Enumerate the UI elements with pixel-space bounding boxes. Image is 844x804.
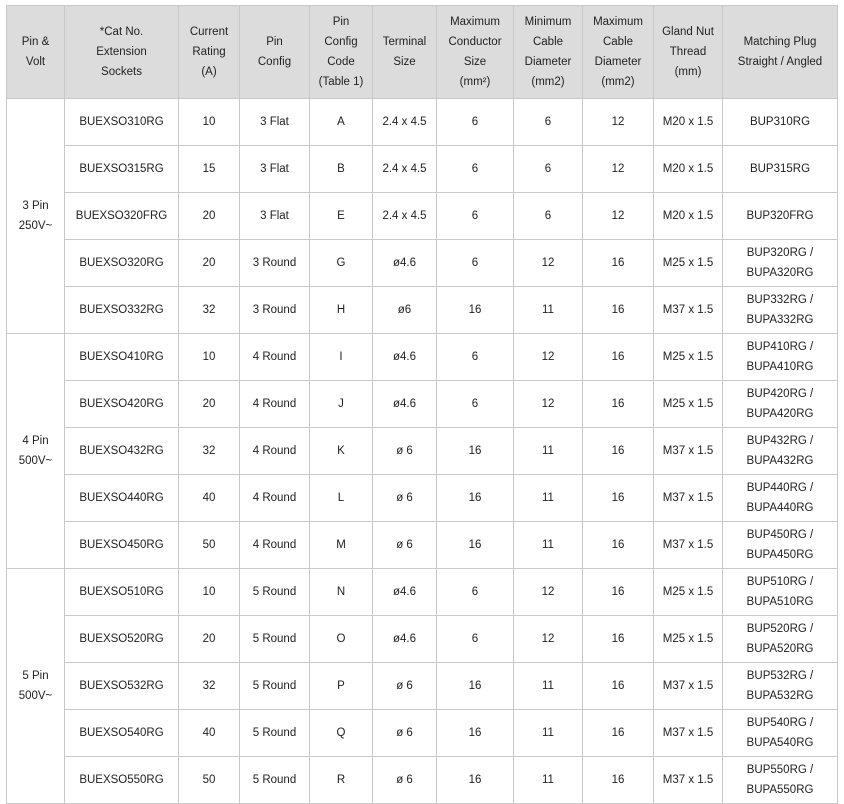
- header-pin-config-line: Config: [257, 56, 292, 68]
- max-cable-cell: 12: [583, 146, 654, 193]
- pin-config-cell: 4 Round: [240, 381, 310, 428]
- max-cable-cell: 16: [583, 569, 654, 616]
- matching-plug-line: BUP310RG: [749, 116, 811, 128]
- matching-plug-line: BUP332RG /: [746, 294, 814, 306]
- matching-plug-cell: [723, 146, 838, 193]
- header-matching-plug: [723, 6, 838, 99]
- header-max-conductor-size-line: (mm²): [459, 76, 491, 88]
- min-cable-cell: 11: [514, 757, 583, 804]
- header-pin-volt: [7, 6, 65, 99]
- terminal-size-cell: ø6: [373, 287, 437, 334]
- cat-no-cell: BUEXSO310RG: [65, 99, 179, 146]
- gland-thread-cell: M37 x 1.5: [654, 475, 723, 522]
- header-cat-no-line: *Cat No.: [99, 26, 144, 38]
- cat-no-cell: BUEXSO332RG: [65, 287, 179, 334]
- min-cable-cell: 12: [514, 616, 583, 663]
- header-max-cable-diameter-line: (mm2): [601, 76, 635, 88]
- header-current-rating-line: (A): [201, 66, 217, 78]
- header-max-conductor-size-line: Maximum: [450, 16, 500, 28]
- table-body: [7, 99, 838, 804]
- matching-plug-line: BUPA440RG: [746, 502, 814, 514]
- header-current-rating: [179, 6, 240, 99]
- header-pin-volt-line: Pin &: [21, 36, 50, 48]
- config-code-cell: R: [310, 757, 373, 804]
- current-cell: 10: [179, 334, 240, 381]
- matching-plug-cell: [723, 240, 838, 287]
- header-gland-nut-thread-line: Thread: [669, 46, 707, 58]
- pin-config-cell: 5 Round: [240, 569, 310, 616]
- gland-thread-cell: M25 x 1.5: [654, 240, 723, 287]
- pin-config-cell: 5 Round: [240, 757, 310, 804]
- max-conductor-cell: 6: [437, 240, 514, 287]
- matching-plug-line: BUPA420RG: [746, 408, 814, 420]
- header-min-cable-diameter-line: Cable: [532, 36, 564, 48]
- current-cell: 32: [179, 663, 240, 710]
- cat-no-cell: BUEXSO510RG: [65, 569, 179, 616]
- matching-plug-cell: [723, 569, 838, 616]
- pin-config-cell: 3 Flat: [240, 99, 310, 146]
- header-terminal-size-line: Terminal: [382, 36, 427, 48]
- cat-no-cell: BUEXSO550RG: [65, 757, 179, 804]
- matching-plug-line: BUP450RG /: [746, 529, 814, 541]
- table-row: [7, 287, 838, 334]
- pin-config-cell: 3 Round: [240, 240, 310, 287]
- current-cell: 32: [179, 428, 240, 475]
- matching-plug-cell: [723, 475, 838, 522]
- pin-volt-group-line: 3 Pin: [22, 200, 49, 212]
- matching-plug-cell: [723, 287, 838, 334]
- matching-plug-line: BUP410RG /: [746, 341, 814, 353]
- terminal-size-cell: ø 6: [373, 710, 437, 757]
- gland-thread-cell: M37 x 1.5: [654, 710, 723, 757]
- terminal-size-cell: ø 6: [373, 428, 437, 475]
- max-conductor-cell: 6: [437, 193, 514, 240]
- cat-no-cell: BUEXSO450RG: [65, 522, 179, 569]
- pin-config-cell: 5 Round: [240, 710, 310, 757]
- header-pin-volt-line: Volt: [25, 56, 46, 68]
- config-code-cell: M: [310, 522, 373, 569]
- terminal-size-cell: ø 6: [373, 522, 437, 569]
- header-pin-config-code: [310, 6, 373, 99]
- header-min-cable-diameter-line: (mm2): [531, 76, 565, 88]
- header-max-cable-diameter-line: Maximum: [593, 16, 643, 28]
- header-max-cable-diameter-line: Cable: [602, 36, 634, 48]
- header-matching-plug-line: Straight / Angled: [737, 56, 823, 68]
- matching-plug-line: BUP550RG /: [746, 764, 814, 776]
- min-cable-cell: 11: [514, 428, 583, 475]
- max-conductor-cell: 16: [437, 428, 514, 475]
- header-matching-plug-line: Matching Plug: [743, 36, 817, 48]
- min-cable-cell: 11: [514, 287, 583, 334]
- max-conductor-cell: 16: [437, 710, 514, 757]
- table-row: [7, 522, 838, 569]
- pin-config-cell: 3 Flat: [240, 193, 310, 240]
- table-row: [7, 475, 838, 522]
- pin-volt-group-line: 4 Pin: [22, 435, 49, 447]
- min-cable-cell: 12: [514, 334, 583, 381]
- cat-no-cell: BUEXSO532RG: [65, 663, 179, 710]
- current-cell: 10: [179, 99, 240, 146]
- min-cable-cell: 6: [514, 146, 583, 193]
- terminal-size-cell: ø4.6: [373, 334, 437, 381]
- min-cable-cell: 6: [514, 193, 583, 240]
- config-code-cell: A: [310, 99, 373, 146]
- header-max-cable-diameter: [583, 6, 654, 99]
- gland-thread-cell: M37 x 1.5: [654, 287, 723, 334]
- max-conductor-cell: 16: [437, 663, 514, 710]
- gland-thread-cell: M37 x 1.5: [654, 428, 723, 475]
- config-code-cell: G: [310, 240, 373, 287]
- min-cable-cell: 11: [514, 475, 583, 522]
- header-terminal-size-line: Size: [393, 56, 416, 68]
- matching-plug-line: BUPA432RG: [746, 455, 814, 467]
- config-code-cell: P: [310, 663, 373, 710]
- current-cell: 50: [179, 522, 240, 569]
- matching-plug-line: BUPA520RG: [746, 643, 814, 655]
- max-conductor-cell: 6: [437, 99, 514, 146]
- table-row: [7, 663, 838, 710]
- current-cell: 20: [179, 240, 240, 287]
- matching-plug-line: BUPA510RG: [746, 596, 814, 608]
- matching-plug-cell: [723, 522, 838, 569]
- cat-no-cell: BUEXSO440RG: [65, 475, 179, 522]
- table-row: [7, 710, 838, 757]
- matching-plug-line: BUP420RG /: [746, 388, 814, 400]
- matching-plug-line: BUP540RG /: [746, 717, 814, 729]
- header-min-cable-diameter-line: Diameter: [524, 56, 572, 68]
- gland-thread-cell: M25 x 1.5: [654, 569, 723, 616]
- table-row: [7, 381, 838, 428]
- current-cell: 40: [179, 710, 240, 757]
- cat-no-cell: BUEXSO420RG: [65, 381, 179, 428]
- header-gland-nut-thread: [654, 6, 723, 99]
- matching-plug-cell: [723, 710, 838, 757]
- current-cell: 20: [179, 381, 240, 428]
- terminal-size-cell: ø4.6: [373, 569, 437, 616]
- header-pin-config-code-line: (Table 1): [318, 76, 364, 88]
- pin-volt-group-cell: [7, 334, 65, 569]
- table-row: [7, 146, 838, 193]
- spec-table-wrapper: [6, 5, 838, 804]
- min-cable-cell: 6: [514, 99, 583, 146]
- max-cable-cell: 16: [583, 522, 654, 569]
- gland-thread-cell: M20 x 1.5: [654, 99, 723, 146]
- header-gland-nut-thread-line: (mm): [674, 66, 702, 78]
- min-cable-cell: 12: [514, 240, 583, 287]
- max-conductor-cell: 6: [437, 381, 514, 428]
- matching-plug-cell: [723, 757, 838, 804]
- table-row: [7, 240, 838, 287]
- extension-socket-spec-table: [6, 5, 838, 804]
- max-cable-cell: 16: [583, 334, 654, 381]
- max-cable-cell: 16: [583, 710, 654, 757]
- gland-thread-cell: M25 x 1.5: [654, 334, 723, 381]
- config-code-cell: H: [310, 287, 373, 334]
- header-max-conductor-size-line: Conductor: [448, 36, 502, 48]
- header-max-conductor-size-line: Size: [463, 56, 487, 68]
- pin-config-cell: 4 Round: [240, 334, 310, 381]
- matching-plug-cell: [723, 428, 838, 475]
- max-conductor-cell: 16: [437, 287, 514, 334]
- table-row: [7, 569, 838, 616]
- config-code-cell: J: [310, 381, 373, 428]
- terminal-size-cell: ø 6: [373, 663, 437, 710]
- gland-thread-cell: M25 x 1.5: [654, 381, 723, 428]
- matching-plug-line: BUP532RG /: [746, 670, 814, 682]
- cat-no-cell: BUEXSO540RG: [65, 710, 179, 757]
- matching-plug-line: BUP440RG /: [746, 482, 814, 494]
- min-cable-cell: 11: [514, 522, 583, 569]
- max-conductor-cell: 6: [437, 569, 514, 616]
- current-cell: 20: [179, 616, 240, 663]
- current-cell: 20: [179, 193, 240, 240]
- pin-volt-group-line: 5 Pin: [22, 670, 49, 682]
- terminal-size-cell: ø 6: [373, 757, 437, 804]
- header-min-cable-diameter-line: Minimum: [524, 16, 572, 28]
- current-cell: 50: [179, 757, 240, 804]
- gland-thread-cell: M37 x 1.5: [654, 522, 723, 569]
- config-code-cell: O: [310, 616, 373, 663]
- header-max-cable-diameter-line: Diameter: [594, 56, 642, 68]
- gland-thread-cell: M20 x 1.5: [654, 193, 723, 240]
- matching-plug-cell: [723, 193, 838, 240]
- config-code-cell: K: [310, 428, 373, 475]
- matching-plug-line: BUPA540RG: [746, 737, 814, 749]
- terminal-size-cell: ø4.6: [373, 616, 437, 663]
- max-conductor-cell: 6: [437, 616, 514, 663]
- matching-plug-line: BUP432RG /: [746, 435, 814, 447]
- pin-volt-group-line: 500V~: [18, 690, 53, 702]
- min-cable-cell: 11: [514, 663, 583, 710]
- max-cable-cell: 16: [583, 428, 654, 475]
- pin-config-cell: 5 Round: [240, 616, 310, 663]
- matching-plug-cell: [723, 616, 838, 663]
- table-row: [7, 616, 838, 663]
- cat-no-cell: BUEXSO410RG: [65, 334, 179, 381]
- max-cable-cell: 16: [583, 663, 654, 710]
- config-code-cell: Q: [310, 710, 373, 757]
- header-gland-nut-thread-line: Gland Nut: [662, 26, 714, 38]
- max-cable-cell: 16: [583, 240, 654, 287]
- current-cell: 15: [179, 146, 240, 193]
- config-code-cell: N: [310, 569, 373, 616]
- header-cat-no-line: Extension: [96, 46, 147, 58]
- cat-no-cell: BUEXSO432RG: [65, 428, 179, 475]
- max-conductor-cell: 16: [437, 475, 514, 522]
- min-cable-cell: 11: [514, 710, 583, 757]
- table-row: [7, 99, 838, 146]
- matching-plug-line: BUP510RG /: [746, 576, 814, 588]
- gland-thread-cell: M37 x 1.5: [654, 663, 723, 710]
- pin-volt-group-line: 500V~: [18, 455, 53, 467]
- terminal-size-cell: ø4.6: [373, 240, 437, 287]
- pin-volt-group-cell: [7, 99, 65, 334]
- matching-plug-line: BUPA550RG: [746, 784, 814, 796]
- max-conductor-cell: 6: [437, 334, 514, 381]
- max-conductor-cell: 6: [437, 146, 514, 193]
- max-cable-cell: 16: [583, 757, 654, 804]
- max-cable-cell: 12: [583, 99, 654, 146]
- table-row: [7, 428, 838, 475]
- matching-plug-line: BUPA332RG: [746, 314, 814, 326]
- terminal-size-cell: 2.4 x 4.5: [373, 99, 437, 146]
- config-code-cell: I: [310, 334, 373, 381]
- matching-plug-cell: [723, 99, 838, 146]
- terminal-size-cell: 2.4 x 4.5: [373, 193, 437, 240]
- config-code-cell: L: [310, 475, 373, 522]
- header-pin-config-code-line: Pin: [332, 16, 350, 28]
- header-pin-config-line: Pin: [266, 36, 283, 48]
- header-current-rating-line: Rating: [192, 46, 226, 58]
- cat-no-cell: BUEXSO520RG: [65, 616, 179, 663]
- cat-no-cell: BUEXSO320RG: [65, 240, 179, 287]
- matching-plug-line: BUPA320RG: [746, 267, 814, 279]
- header-row: [7, 6, 838, 99]
- header-cat-no-line: Sockets: [101, 66, 142, 78]
- matching-plug-cell: [723, 663, 838, 710]
- cat-no-cell: BUEXSO315RG: [65, 146, 179, 193]
- matching-plug-line: BUPA410RG: [746, 361, 814, 373]
- current-cell: 40: [179, 475, 240, 522]
- current-cell: 32: [179, 287, 240, 334]
- cat-no-cell: BUEXSO320FRG: [65, 193, 179, 240]
- matching-plug-line: BUP320FRG: [746, 210, 814, 222]
- config-code-cell: E: [310, 193, 373, 240]
- header-max-conductor-size: [437, 6, 514, 99]
- header-cat-no: [65, 6, 179, 99]
- table-row: [7, 193, 838, 240]
- gland-thread-cell: M25 x 1.5: [654, 616, 723, 663]
- matching-plug-line: BUPA450RG: [746, 549, 814, 561]
- header-terminal-size: [373, 6, 437, 99]
- pin-config-cell: 4 Round: [240, 428, 310, 475]
- pin-config-cell: 3 Flat: [240, 146, 310, 193]
- table-row: [7, 334, 838, 381]
- header-pin-config: [240, 6, 310, 99]
- header-pin-config-code-line: Config: [324, 36, 358, 48]
- header-min-cable-diameter: [514, 6, 583, 99]
- min-cable-cell: 12: [514, 381, 583, 428]
- pin-config-cell: 4 Round: [240, 475, 310, 522]
- max-cable-cell: 12: [583, 193, 654, 240]
- matching-plug-cell: [723, 381, 838, 428]
- header-current-rating-line: Current: [189, 26, 229, 38]
- max-conductor-cell: 16: [437, 522, 514, 569]
- terminal-size-cell: 2.4 x 4.5: [373, 146, 437, 193]
- header-pin-config-code-line: Code: [327, 56, 355, 68]
- pin-config-cell: 4 Round: [240, 522, 310, 569]
- pin-volt-group-line: 250V~: [18, 220, 53, 232]
- pin-volt-group-cell: [7, 569, 65, 804]
- matching-plug-line: BUP520RG /: [746, 623, 814, 635]
- config-code-cell: B: [310, 146, 373, 193]
- matching-plug-line: BUP320RG /: [746, 247, 814, 259]
- matching-plug-cell: [723, 334, 838, 381]
- gland-thread-cell: M20 x 1.5: [654, 146, 723, 193]
- terminal-size-cell: ø 6: [373, 475, 437, 522]
- max-cable-cell: 16: [583, 287, 654, 334]
- matching-plug-line: BUP315RG: [749, 163, 811, 175]
- max-conductor-cell: 16: [437, 757, 514, 804]
- gland-thread-cell: M37 x 1.5: [654, 757, 723, 804]
- terminal-size-cell: ø4.6: [373, 381, 437, 428]
- matching-plug-line: BUPA532RG: [746, 690, 814, 702]
- max-cable-cell: 16: [583, 381, 654, 428]
- table-row: [7, 757, 838, 804]
- max-cable-cell: 16: [583, 475, 654, 522]
- min-cable-cell: 12: [514, 569, 583, 616]
- pin-config-cell: 3 Round: [240, 287, 310, 334]
- current-cell: 10: [179, 569, 240, 616]
- pin-config-cell: 5 Round: [240, 663, 310, 710]
- table-header: [7, 6, 838, 99]
- max-cable-cell: 16: [583, 616, 654, 663]
